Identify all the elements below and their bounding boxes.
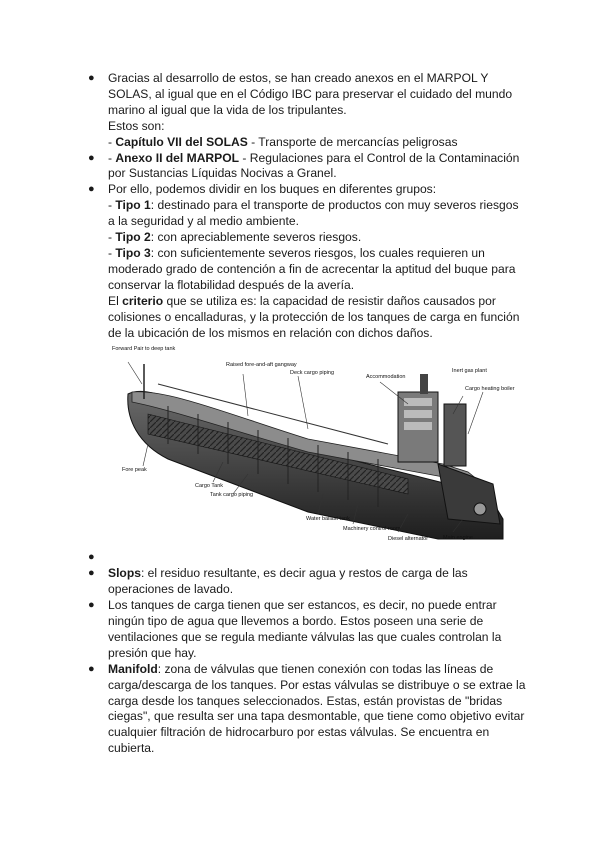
list-item <box>88 182 528 547</box>
label-deck-cargo-piping: Deck cargo piping <box>290 370 335 377</box>
paragraph-slops: Slops: el residuo resultante, es decir agua y restos de carga de las operaciones de lavado. <box>108 566 468 597</box>
list-item <box>88 71 528 151</box>
paragraph-tipo-1: - Tipo 1: destinado para el transporte de productos con muy severos riesgos a la seguridad y al medio ambiente. <box>108 198 519 229</box>
list-item <box>88 566 528 598</box>
label-raised-gangway: Raised fore-and-aft gangway <box>226 362 297 369</box>
paragraph-tipo-3: - Tipo 3: con suficientemente severos riesgos, los cuales requieren un moderado grado de contención a fin de acrecentar la aptitud del buque para conservar la flotabilidad después de la avería. <box>108 245 516 292</box>
label-inert-gas: Inert gas plant <box>452 368 487 375</box>
bullet-icon: ● <box>88 183 95 196</box>
marpol-title: Anexo II del MARPOL <box>115 150 240 165</box>
paragraph-solas: - Capítulo VII del SOLAS - Transporte de mercancías peligrosas <box>108 134 458 149</box>
label-cargo-tank: Cargo Tank <box>195 483 224 490</box>
label-accommodation: Accommodation <box>366 374 406 381</box>
paragraph-intro: Gracias al desarrollo de estos, se han creado anexos en el MARPOL Y SOLAS, al igual que en el Código IBC para preservar el cuidado del mundo marino al igual que la vida de los tripulantes. <box>108 71 513 117</box>
paragraph-criterio: El criterio que se utiliza es: la capacidad de resistir daños causados por colisiones o encalladuras, y la protección de los tanques de carga en función de la ubicación de los mismos en relación con dichos daños. <box>108 293 520 340</box>
bullet-icon: ● <box>88 599 95 612</box>
bullet-icon: ● <box>88 567 95 580</box>
label-forward-pair: Forward Pair to deep tank <box>112 346 176 353</box>
label-water-ballast: Water ballast tank <box>306 516 350 523</box>
paragraph-marpol: - Anexo II del MARPOL - Regulaciones para el Control de la Contaminación por Sustancias Líquidas Nocivas a Granel. <box>108 150 520 181</box>
bullet-icon: ● <box>88 551 95 564</box>
ship-cutaway-illustration <box>108 344 523 547</box>
paragraph-tanques-estancos: Los tanques de carga tienen que ser estancos, es decir, no puede entrar ningún tipo de agua que llevemos a bordo. Estos poseen una serie de ventilaciones que se regula mediante válvulas las que cuales controlan la presión que hay. <box>108 598 502 660</box>
label-machinery-control: Machinery control room <box>343 526 401 533</box>
list-item <box>88 662 528 757</box>
paragraph-tipo-2: - Tipo 2: con apreciablemente severos riesgos. <box>108 230 362 245</box>
list-item <box>88 151 528 183</box>
paragraph-manifold: Manifold: zona de válvulas que tienen conexión con todas las líneas de carga/descarga de los tanques. Por estas válvulas se distribuye o se extrae la carga desde los tanques seleccionados. Estas, están provistas de "bridas ciegas", que resulta ser una tapa desmontable, que tiene como objetivo evitar cualquier filtración de hidrocarburo por estas válvulas. Se encuentra en cubierta. <box>108 661 526 756</box>
list-item-empty <box>88 550 528 566</box>
label-main-engine: Main engine <box>443 535 473 542</box>
paragraph-grupos: Por ello, podemos dividir en los buques en diferentes grupos: <box>108 182 437 197</box>
bullet-list <box>88 71 528 757</box>
bullet-icon: ● <box>88 151 95 164</box>
solas-title: Capítulo VII del SOLAS <box>115 134 248 149</box>
label-fore-peak: Fore peak <box>122 467 147 474</box>
label-diesel-alternator: Diesel alternator <box>388 536 429 543</box>
label-cargo-heating: Cargo heating boiler <box>465 386 515 393</box>
paragraph-estos-son: Estos son: <box>108 118 165 133</box>
bullet-icon: ● <box>88 662 95 675</box>
list-item <box>88 598 528 662</box>
label-tank-cargo-piping: Tank cargo piping <box>210 492 254 499</box>
bullet-icon: ● <box>88 72 95 84</box>
ship-cutaway-figure <box>108 344 523 547</box>
